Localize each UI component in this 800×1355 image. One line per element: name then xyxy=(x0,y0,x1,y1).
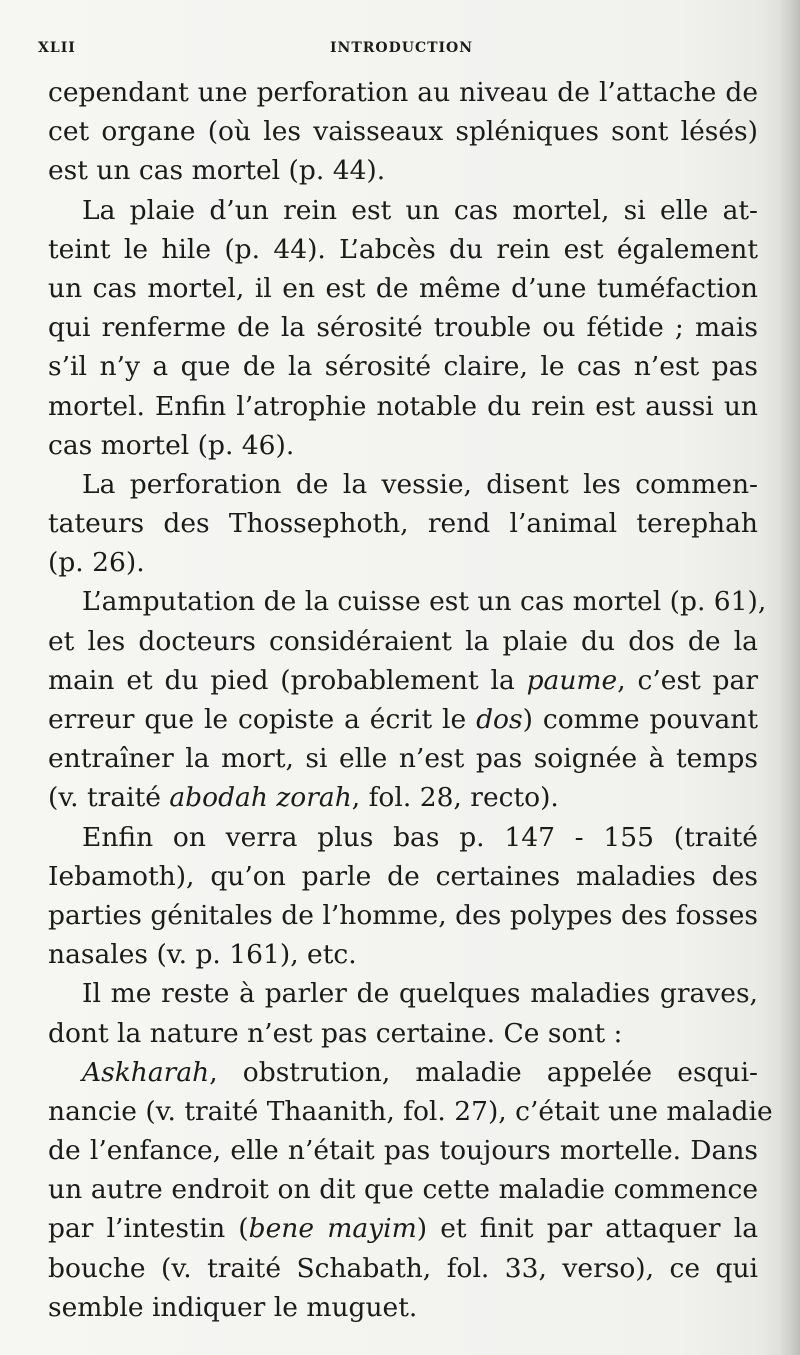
paragraph-start-line: La plaie d’un rein est un cas mortel, si elle at- xyxy=(82,194,758,226)
text-span: ) comme pouvant xyxy=(522,704,758,735)
text-line: un cas mortel, il en est de même d’une tuméfaction xyxy=(48,272,758,304)
page-header xyxy=(38,40,760,64)
text-line: cas mortel (p. 46). xyxy=(48,429,295,461)
text-line: cependant une perforation au niveau de l’attache de xyxy=(48,77,758,108)
text-line: dont la nature n’est pas certaine. Ce sont : xyxy=(48,1017,623,1049)
text-span: , obstrution, maladie appelée esqui- xyxy=(209,1056,758,1088)
text-line: bouche (v. traité Schabath, fol. 33, verso), ce qui xyxy=(48,1252,758,1284)
text-span: , fol. 28, recto). xyxy=(351,782,559,814)
text-line: teint le hile (p. 44). L’abcès du rein est également xyxy=(48,233,758,265)
italic-title-abodah-zorah: abodah zorah xyxy=(169,782,352,814)
text-span: par l’intestin ( xyxy=(48,1213,249,1245)
paragraph-start-line: L’amputation de la cuisse est un cas mortel (p. 61), xyxy=(82,586,767,618)
text-line xyxy=(48,700,758,739)
text-line: cet organe (où les vaisseaux spléniques sont lésés) xyxy=(48,116,758,148)
paragraph-start-line: Il me reste à parler de quelques maladies graves, xyxy=(82,978,758,1010)
page-number: XLII xyxy=(38,40,76,56)
text-line xyxy=(48,778,758,817)
text-line: semble indiquer le muguet. xyxy=(48,1291,418,1323)
paragraph-start-line: La perforation de la vessie, disent les commen- xyxy=(82,468,758,500)
text-span: erreur que le copiste a écrit le xyxy=(48,704,477,735)
running-head: INTRODUCTION xyxy=(330,40,474,56)
text-line: parties génitales de l’homme, des polypes des fosses xyxy=(48,899,758,931)
text-span: main et du pied (probablement la xyxy=(48,664,527,696)
text-span: ) et finit par attaquer la xyxy=(416,1213,759,1245)
body-text xyxy=(48,73,773,1327)
text-span: (v. traité xyxy=(48,782,170,814)
text-line: s’il n’y a que de la sérosité claire, le cas n’est pas xyxy=(48,351,758,383)
page-edge-shadow xyxy=(778,0,800,1355)
italic-term-askharah: Askharah xyxy=(82,1056,210,1088)
text-line: est un cas mortel (p. 44). xyxy=(48,155,386,187)
text-line: de l’enfance, elle n’était pas toujours mortelle. Dans xyxy=(48,1135,758,1167)
paragraph-start-line xyxy=(48,1053,758,1092)
text-line: tateurs des Thossephoth, rend l’animal terephah xyxy=(48,508,758,540)
paragraph-start-line: Enfin on verra plus bas p. 147 - 155 (traité xyxy=(82,821,758,853)
text-line: Iebamoth), qu’on parle de certaines maladies des xyxy=(48,860,758,892)
italic-term-paume: paume xyxy=(526,664,618,696)
text-line: (p. 26). xyxy=(48,547,145,579)
text-line xyxy=(48,661,758,700)
text-line: entraîner la mort, si elle n’est pas soignée à temps xyxy=(48,743,758,775)
italic-term-dos: dos xyxy=(476,704,523,735)
text-line: et les docteurs considéraient la plaie du dos de la xyxy=(48,625,758,657)
text-line: qui renferme de la sérosité trouble ou fétide ; mais xyxy=(48,312,758,344)
text-line xyxy=(48,1209,758,1248)
text-line: mortel. Enfin l’atrophie notable du rein est aussi un xyxy=(48,390,758,422)
text-line: nancie (v. traité Thaanith, fol. 27), c’était une maladie xyxy=(48,1095,773,1127)
text-line: nasales (v. p. 161), etc. xyxy=(48,939,357,971)
text-line: un autre endroit on dit que cette maladie commence xyxy=(48,1174,758,1206)
italic-term-bene-mayim: bene mayim xyxy=(248,1213,417,1245)
text-span: , c’est par xyxy=(617,664,758,696)
